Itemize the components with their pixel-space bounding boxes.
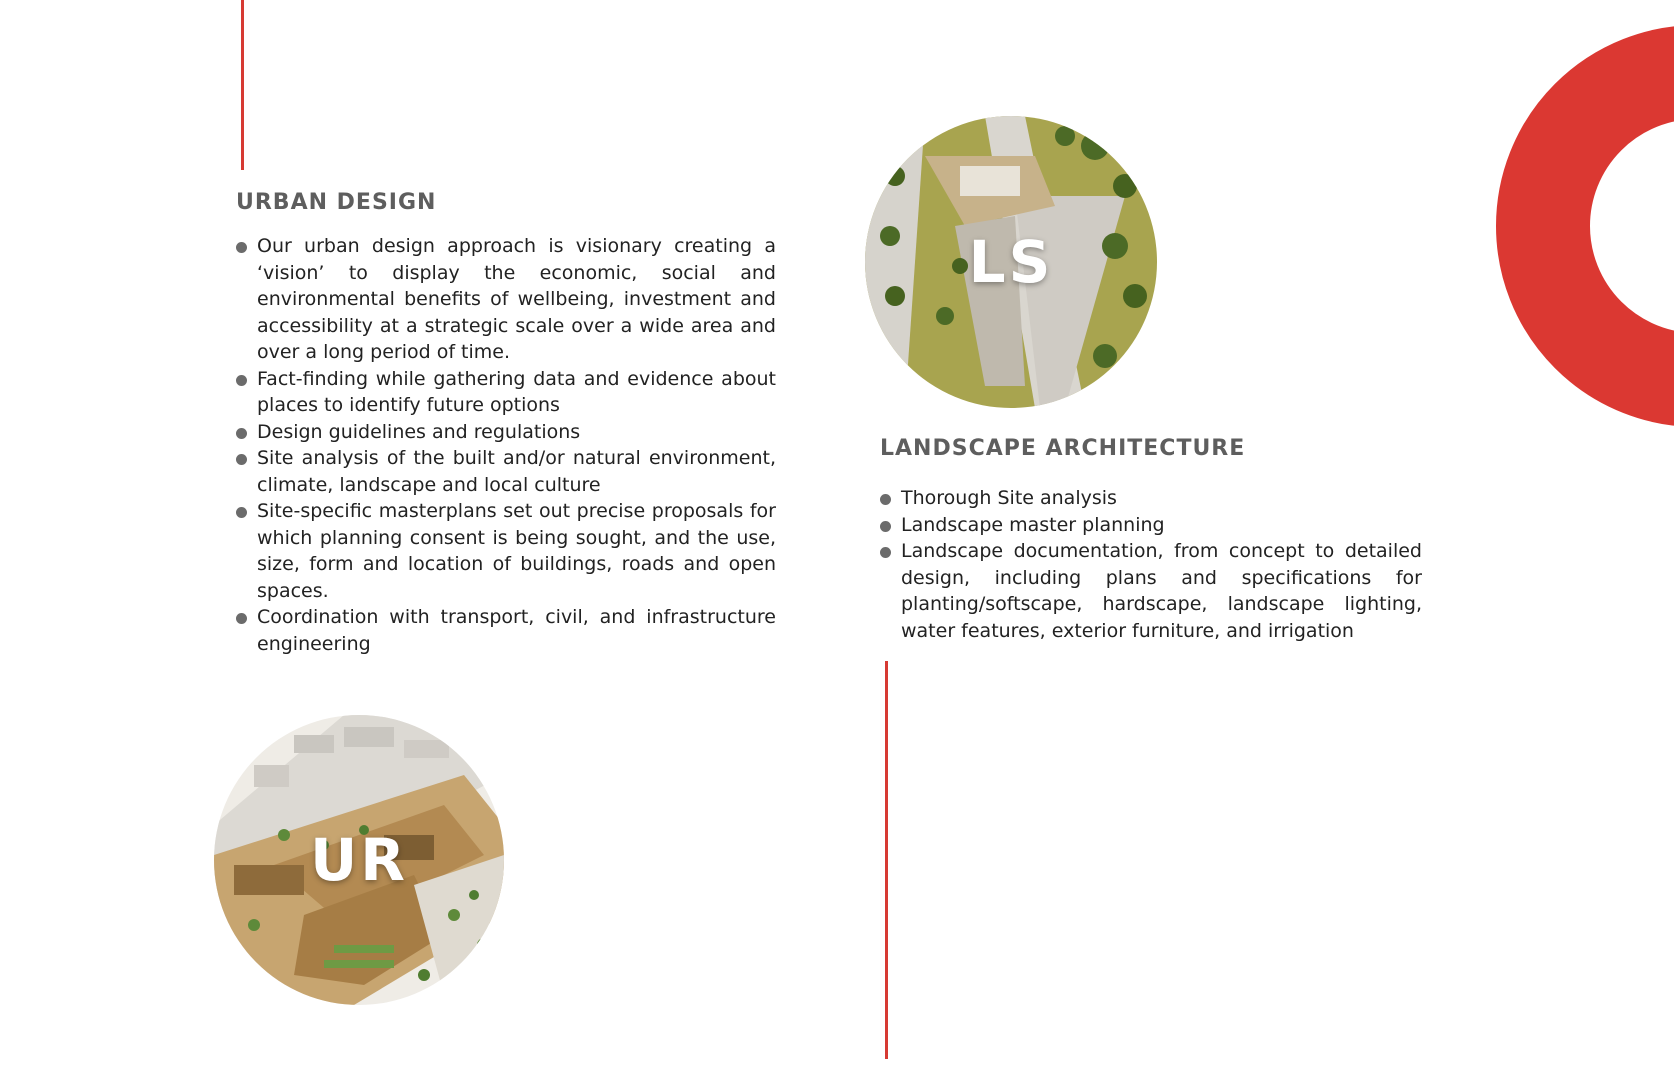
bullet-icon (880, 494, 891, 505)
urban-design-code: UR (310, 826, 408, 894)
landscape-list (880, 485, 1422, 644)
urban-design-title: URBAN DESIGN (236, 190, 437, 215)
list-item: Fact-finding while gathering data and evidence about places to identify future options (236, 366, 776, 419)
bullet-icon (236, 507, 247, 518)
list-item: Design guidelines and regulations (236, 419, 776, 446)
bullet-icon (236, 428, 247, 439)
urban-design-image (214, 715, 504, 1005)
list-item: Our urban design approach is visionary creating a ‘vision’ to display the economic, social and environmental benefits of wellbeing, investment and accessibility at a strategic scale over a wide area and over a long period of time. (236, 233, 776, 366)
list-item: Landscape documentation, from concept to detailed design, including plans and specifications for planting/softscape, hardscape, landscape lighting, water features, exterior furniture, and irrigation (880, 538, 1422, 644)
bullet-icon (880, 547, 891, 558)
accent-line-bottom (885, 661, 888, 1059)
list-item: Coordination with transport, civil, and infrastructure engineering (236, 604, 776, 657)
list-item: Thorough Site analysis (880, 485, 1422, 512)
list-item: Site-specific masterplans set out precise proposals for which planning consent is being sought, and the use, size, form and location of buildings, roads and open spaces. (236, 498, 776, 604)
landscape-image (865, 116, 1157, 408)
bullet-icon (236, 242, 247, 253)
list-item: Landscape master planning (880, 512, 1422, 539)
list-item: Site analysis of the built and/or natural environment, climate, landscape and local culture (236, 445, 776, 498)
bullet-icon (236, 375, 247, 386)
landscape-code: LS (968, 228, 1054, 296)
bullet-icon (880, 521, 891, 532)
accent-line-top (241, 0, 244, 170)
bullet-icon (236, 613, 247, 624)
landscape-title: LANDSCAPE ARCHITECTURE (880, 436, 1246, 461)
bullet-icon (236, 454, 247, 465)
accent-ring (1496, 25, 1674, 427)
urban-design-list (236, 233, 776, 657)
